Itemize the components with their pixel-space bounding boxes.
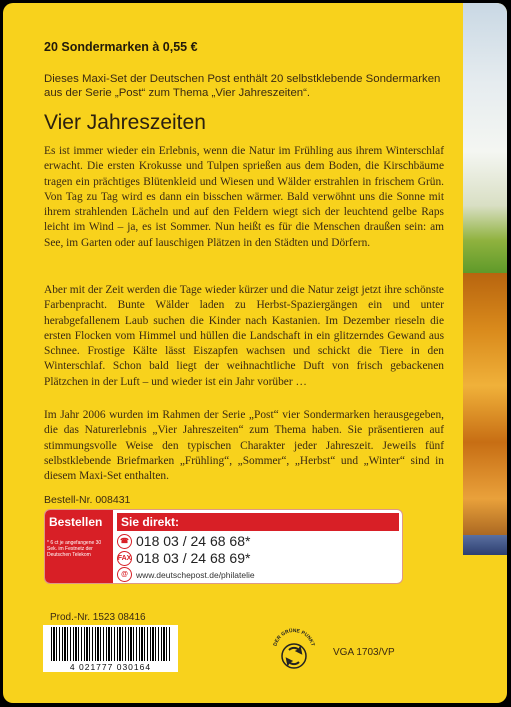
fax-icon: FAX [117,551,132,566]
stamp-count-header: 20 Sondermarken à 0,55 € [44,40,198,54]
sie-direkt-header [117,513,399,531]
order-contact-box [44,509,403,584]
seasons-photo-strip [463,3,507,555]
gruener-punkt-text: DER GRÜNE PUNKT [272,627,316,647]
paragraph-spring-summer: Es ist immer wieder ein Erlebnis, wenn die Natur im Frühling aus ihrem Winterschlaf erwacht. Die ersten Krokusse und Tulpen sprießen aus dem Boden, die Kirschbäume tragen ein prächtiges Blütenkleid und Wiesen und Wälder erstrahlen in frischem Grün. Von Tag zu Tag wird es dann ein bisschen wärmer. Bald verwöhnt uns die Sonne mit ihrem strahlenden Lächeln und auf den Feldern wiegt sich der leuchtend gelbe Raps leicht im Wind – ja, es ist Sommer. Nun heißt es für die Menschen draußen sein: am See, im Garten oder auf lauschigen Plätzen in den Städten und Dörfern. [44,145,444,249]
fax-number[interactable]: 018 03 / 24 68 69* [136,550,251,566]
website-link[interactable]: www.deutschepost.de/philatelie [136,569,255,580]
paragraph-series: Im Jahr 2006 wurden im Rahmen der Serie „Post“ vier Sondermarken herausgegeben, die das Naturerlebnis „Vier Jahreszeiten“ zum Thema haben. Sie präsentieren auf stimmungsvolle Weise den typischen Charakter jeder Jahreszeit. Jeweils fünf selbstklebende Briefmarken „Frühling“, „Sommer“, „Herbst“ und „Winter“ sind in diesem Maxi-Set enthalten. [44,409,444,483]
spring-photo [463,3,507,273]
page-title: Vier Jahreszeiten [44,111,206,134]
gruener-punkt-logo [270,626,318,674]
phone-row [117,533,250,549]
product-number: Prod.-Nr. 1523 08416 [50,612,146,623]
at-icon: @ [117,567,132,582]
fax-row [117,550,250,566]
bestellen-panel [45,510,113,583]
web-row [117,567,255,582]
order-number: Bestell-Nr. 008431 [44,494,131,506]
barcode [43,625,178,672]
autumn-photo [463,273,507,555]
sie-direkt-label: Sie direkt: [121,515,180,529]
vga-code: VGA 1703/VP [333,647,395,658]
phone-number[interactable]: 018 03 / 24 68 68* [136,533,251,549]
phone-icon: ☎ [117,534,132,549]
bestellen-label: Bestellen [49,515,103,529]
call-cost-note: * 6 ct je angefangene 30 Sek. im Festnetz der Deutschen Telekom [47,540,102,558]
winter-photo [463,535,507,555]
intro-text: Dieses Maxi-Set der Deutschen Post enthält 20 selbstklebende Sondermarken aus der Serie „Post“ zum Thema „Vier Jahreszeiten“. [44,73,441,100]
barcode-bars [51,627,171,661]
barcode-number: 4 021777 030164 [69,662,152,672]
paragraph-autumn-winter: Aber mit der Zeit werden die Tage wieder kürzer und die Natur zeigt jetzt ihre schönste Farbenpracht. Bunte Wälder laden zu Herbst-Spaziergängen ein und unter herabgefallenem Laub suchen die Kinder nach Kastanien. Im Dezember rieseln die ersten Flocken vom Himmel und hüllen die Landschaft in ein glitzerndes Gewand aus Schnee. Frostige Kälte lässt Eiszapfen wachsen und schickt die Tiere in den Winterschlaf. Schon bald liegt der weihnachtliche Duft von frisch gebackenen Plätzchen in der Luft – und wieder ist ein Jahr vorüber … [44,284,444,388]
